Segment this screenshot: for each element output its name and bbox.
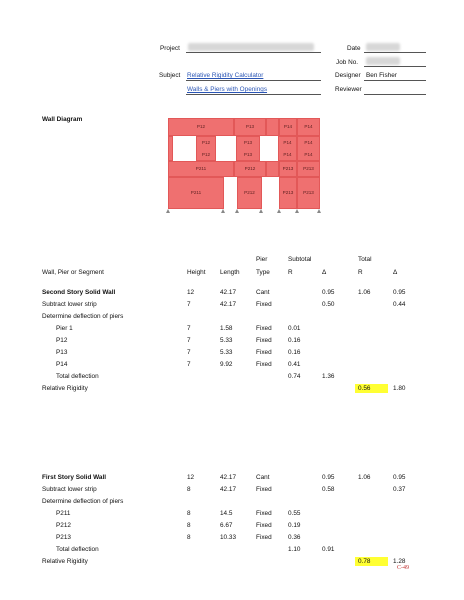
support-icon: [317, 209, 321, 213]
segment-p213-lower-b: P213: [297, 177, 320, 209]
row-type: Fixed: [256, 301, 272, 308]
jobno-underline: [364, 66, 426, 67]
row-delta: 1.36: [322, 373, 335, 380]
row-height: 8: [187, 486, 191, 493]
row-name: First Story Solid Wall: [42, 474, 107, 481]
row-height: 12: [187, 474, 195, 481]
row-name: Determine deflection of piers: [42, 498, 124, 505]
row-name: P12: [56, 337, 68, 344]
row-delta: 0.95: [322, 289, 335, 296]
segment-p212-lower: P212: [237, 177, 262, 209]
support-icon: [277, 209, 281, 213]
row-r: 0.16: [288, 349, 301, 356]
row-name: P13: [56, 349, 68, 356]
segment-p13-top: P13: [234, 118, 266, 136]
row-total-r: 1.06: [358, 289, 371, 296]
row-length: 10.33: [220, 534, 236, 541]
segment-connector-top: [266, 118, 279, 136]
support-icon: [166, 209, 170, 213]
subject-underline: [186, 80, 321, 81]
row-height: 7: [187, 361, 191, 368]
date-value-redacted: [366, 43, 400, 51]
segment-p12-top: P12: [168, 118, 234, 136]
row-r: 0.01: [288, 325, 301, 332]
segment-p12-mid: P12 P12: [196, 136, 216, 161]
row-total-delta: 0.37: [393, 486, 406, 493]
support-icon: [235, 209, 239, 213]
row-r: 0.74: [288, 373, 301, 380]
subject2-underline: [186, 94, 321, 95]
row-height: 7: [187, 337, 191, 344]
subject-link[interactable]: Relative Rigidity Calculator: [187, 72, 264, 79]
segment-p14-top-a: P14: [279, 118, 297, 136]
row-name: Total deflection: [56, 373, 99, 380]
relative-rigidity-highlight: 0.56: [355, 384, 388, 393]
row-height: 12: [187, 289, 195, 296]
header-type: Type: [256, 269, 270, 276]
row-length: 5.33: [220, 337, 233, 344]
row-height: 7: [187, 301, 191, 308]
row-name: P14: [56, 361, 68, 368]
row-length: 9.92: [220, 361, 233, 368]
row-length: 5.33: [220, 349, 233, 356]
support-icon: [295, 209, 299, 213]
row-r: 1.10: [288, 546, 301, 553]
segment-p14-mid-a: P14 P14: [278, 136, 297, 161]
project-value-redacted: [188, 43, 314, 51]
row-name: Determine deflection of piers: [42, 313, 124, 320]
row-height: 7: [187, 349, 191, 356]
row-total-r: 1.06: [358, 474, 371, 481]
row-type: Cant: [256, 474, 270, 481]
segment-p211-upper: P211: [168, 161, 234, 177]
row-type: Fixed: [256, 510, 272, 517]
row-name: Pier 1: [56, 325, 73, 332]
row-length: 1.58: [220, 325, 233, 332]
header-delta: Δ: [322, 269, 327, 276]
row-delta: 0.58: [322, 486, 335, 493]
date-underline: [364, 52, 426, 53]
header-r: R: [288, 269, 293, 276]
subject-link-2[interactable]: Walls & Piers with Openings: [187, 86, 268, 93]
row-length: 42.17: [220, 486, 236, 493]
row-type: Fixed: [256, 534, 272, 541]
row-name: Subtract lower strip: [42, 486, 97, 493]
segment-p14-top-b: P14: [297, 118, 320, 136]
row-r: 0.36: [288, 534, 301, 541]
row-name: Total deflection: [56, 546, 99, 553]
segment-p212-upper: P212: [234, 161, 266, 177]
row-height: 8: [187, 534, 191, 541]
jobno-label: Job No.: [336, 59, 359, 66]
row-type: Fixed: [256, 337, 272, 344]
support-icon: [221, 209, 225, 213]
row-name: Relative Rigidity: [42, 385, 88, 392]
segment-p13-mid: P13 P13: [236, 136, 260, 161]
reviewer-underline: [364, 94, 426, 95]
row-height: 8: [187, 510, 191, 517]
page-number: C-49: [397, 565, 409, 571]
row-name: Subtract lower strip: [42, 301, 97, 308]
segment-p211-lower: P211: [168, 177, 224, 209]
row-name: P211: [56, 510, 71, 517]
row-name: P212: [56, 522, 71, 529]
project-label: Project: [160, 45, 180, 52]
row-name: Second Story Solid Wall: [42, 289, 116, 296]
segment-connector-low: [266, 161, 279, 177]
row-type: Fixed: [256, 486, 272, 493]
relative-rigidity-highlight: 0.78: [355, 557, 388, 566]
segment-p213-lower-a: P213: [279, 177, 297, 209]
header-wall: Wall, Pier or Segment: [42, 269, 104, 276]
row-length: 14.5: [220, 510, 233, 517]
row-delta: 0.95: [322, 474, 335, 481]
row-delta: 0.91: [322, 546, 335, 553]
row-r: 0.19: [288, 522, 301, 529]
designer-underline: [364, 80, 426, 81]
header-height: Height: [187, 269, 206, 276]
project-underline: [186, 52, 321, 53]
row-length: 42.17: [220, 474, 236, 481]
row-height: 8: [187, 522, 191, 529]
header-subtotal: Subtotal: [288, 256, 312, 263]
jobno-value-redacted: [366, 57, 400, 65]
segment-p14-mid-b: P14 P14: [297, 136, 320, 161]
row-type: Fixed: [256, 325, 272, 332]
date-label: Date: [347, 45, 361, 52]
row-delta: 0.50: [322, 301, 335, 308]
header-total-delta: Δ: [393, 269, 398, 276]
header-total-r: R: [358, 269, 363, 276]
diagram-title: Wall Diagram: [42, 116, 83, 123]
header-length: Length: [220, 269, 240, 276]
segment-pier1: [168, 136, 173, 161]
row-type: Fixed: [256, 349, 272, 356]
row-type: Fixed: [256, 522, 272, 529]
row-r: 0.41: [288, 361, 301, 368]
row-r: 0.16: [288, 337, 301, 344]
header-total: Total: [358, 256, 372, 263]
row-total-delta: 0.95: [393, 474, 406, 481]
row-type: Fixed: [256, 361, 272, 368]
segment-p213-upper-a: P213: [279, 161, 297, 177]
row-name: Relative Rigidity: [42, 558, 88, 565]
row-length: 6.67: [220, 522, 233, 529]
designer-label: Designer: [335, 72, 361, 79]
support-icon: [259, 209, 263, 213]
reviewer-label: Reviewer: [335, 86, 362, 93]
row-total-delta: 1.28: [393, 558, 406, 565]
subject-label: Subject: [159, 72, 181, 79]
row-total-delta: 0.95: [393, 289, 406, 296]
row-total-delta: 0.44: [393, 301, 406, 308]
header-pier: Pier: [256, 256, 268, 263]
row-length: 42.17: [220, 301, 236, 308]
row-length: 42.17: [220, 289, 236, 296]
segment-p213-upper-b: P213: [297, 161, 320, 177]
row-type: Cant: [256, 289, 270, 296]
row-total-delta: 1.80: [393, 385, 406, 392]
row-name: P213: [56, 534, 71, 541]
row-height: 7: [187, 325, 191, 332]
designer-value: Ben Fisher: [366, 72, 397, 79]
row-r: 0.55: [288, 510, 301, 517]
